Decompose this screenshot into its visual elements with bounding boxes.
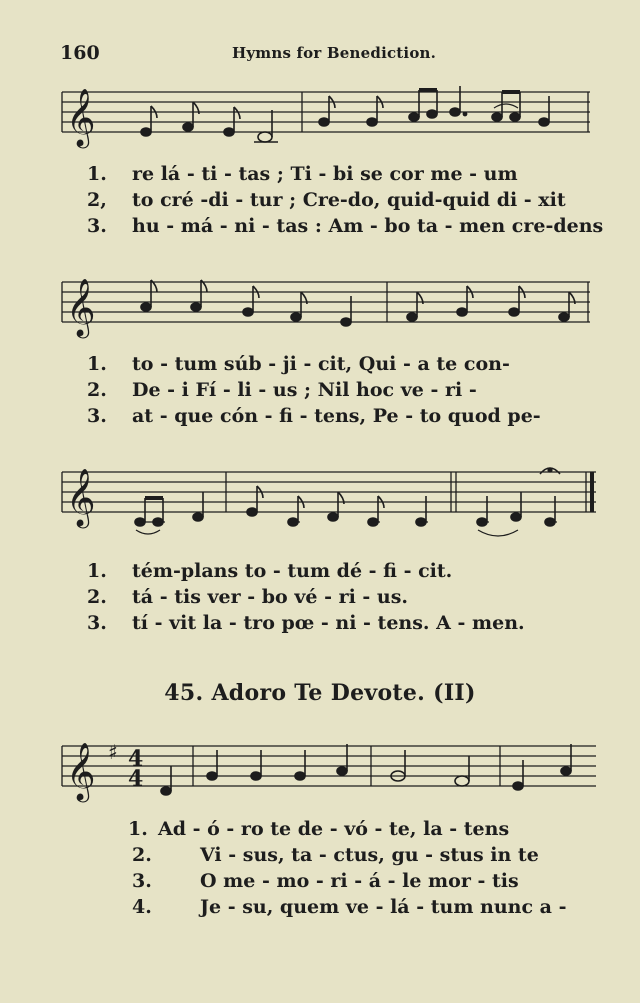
verse-text: hu - má - ni - tas : Am - bo ta - men cre-dens bbox=[132, 215, 604, 237]
hymn-number: 45. bbox=[164, 680, 204, 706]
verse-text: Ad - ó - ro te de - vó - te, la - tens bbox=[158, 818, 510, 840]
verse-text: tá - tis ver - bo vé - ri - us. bbox=[132, 586, 409, 608]
verse-number: 1. bbox=[87, 163, 107, 185]
time-signature-bottom: 4 bbox=[128, 766, 144, 792]
music-staff-1 bbox=[0, 78, 640, 170]
verse-text: Je - su, quem ve - lá - tum nunc a - bbox=[200, 896, 567, 918]
treble-clef-icon: 𝄞 bbox=[66, 468, 96, 526]
verse-line bbox=[0, 379, 640, 405]
treble-clef-icon: 𝄞 bbox=[66, 278, 96, 336]
verse-number: 3. bbox=[132, 870, 152, 892]
verse-line bbox=[0, 353, 640, 379]
verse-number: 2. bbox=[132, 844, 152, 866]
hymn-title bbox=[0, 680, 640, 706]
hymn-part: (II) bbox=[433, 680, 476, 706]
verse-line bbox=[0, 896, 640, 922]
running-title: Hymns for Benediction. bbox=[232, 44, 437, 62]
hymn-name: Adoro Te Devote. bbox=[211, 680, 426, 706]
verse-text: tí - vit la - tro pœ - ni - tens. A - men. bbox=[132, 612, 525, 634]
verse-text: Vi - sus, ta - ctus, gu - stus in te bbox=[200, 844, 539, 866]
lyrics-block-4 bbox=[0, 818, 640, 922]
verse-text: De - i Fí - li - us ; Nil hoc ve - ri - bbox=[132, 379, 477, 401]
verse-line bbox=[0, 586, 640, 612]
verse-number: 2. bbox=[87, 586, 107, 608]
verse-line bbox=[0, 405, 640, 431]
page-header bbox=[0, 42, 640, 66]
sharp-icon: ♯ bbox=[108, 740, 118, 764]
treble-clef-icon: 𝄞 bbox=[66, 88, 96, 146]
verse-line bbox=[0, 612, 640, 638]
verse-number: 4. bbox=[132, 896, 152, 918]
lyrics-block-2 bbox=[0, 353, 640, 431]
lyrics-block-3 bbox=[0, 560, 640, 638]
verse-text: to - tum súb - ji - cit, Qui - a te con- bbox=[132, 353, 510, 375]
verse-text: O me - mo - ri - á - le mor - tis bbox=[200, 870, 519, 892]
time-signature-top: 4 bbox=[128, 746, 144, 772]
treble-clef-icon: 𝄞 bbox=[66, 742, 96, 800]
verse-line bbox=[0, 844, 640, 870]
verse-number: 1. bbox=[128, 818, 148, 840]
verse-number: 2. bbox=[87, 379, 107, 401]
verse-number: 3. bbox=[87, 405, 107, 427]
verse-text: at - que cón - fi - tens, Pe - to quod pe- bbox=[132, 405, 541, 427]
verse-text: re lá - ti - tas ; Ti - bi se cor me - um bbox=[132, 163, 518, 185]
verse-number: 3. bbox=[87, 215, 107, 237]
verse-number: 1. bbox=[87, 560, 107, 582]
verse-line bbox=[0, 870, 640, 896]
verse-line bbox=[0, 818, 640, 844]
verse-text: to cré -di - tur ; Cre-do, quid-quid di - xit bbox=[132, 189, 566, 211]
verse-line bbox=[0, 215, 640, 241]
verse-line bbox=[0, 560, 640, 586]
music-staff-4 bbox=[0, 732, 640, 812]
music-staff-3 bbox=[0, 458, 640, 550]
verse-line bbox=[0, 189, 640, 215]
verse-number: 2, bbox=[87, 189, 107, 211]
lyrics-block-1 bbox=[0, 163, 640, 241]
verse-number: 3. bbox=[87, 612, 107, 634]
page-number: 160 bbox=[60, 42, 100, 64]
music-staff-2 bbox=[0, 268, 640, 348]
verse-number: 1. bbox=[87, 353, 107, 375]
verse-text: tém-plans to - tum dé - fi - cit. bbox=[132, 560, 453, 582]
verse-line bbox=[0, 163, 640, 189]
